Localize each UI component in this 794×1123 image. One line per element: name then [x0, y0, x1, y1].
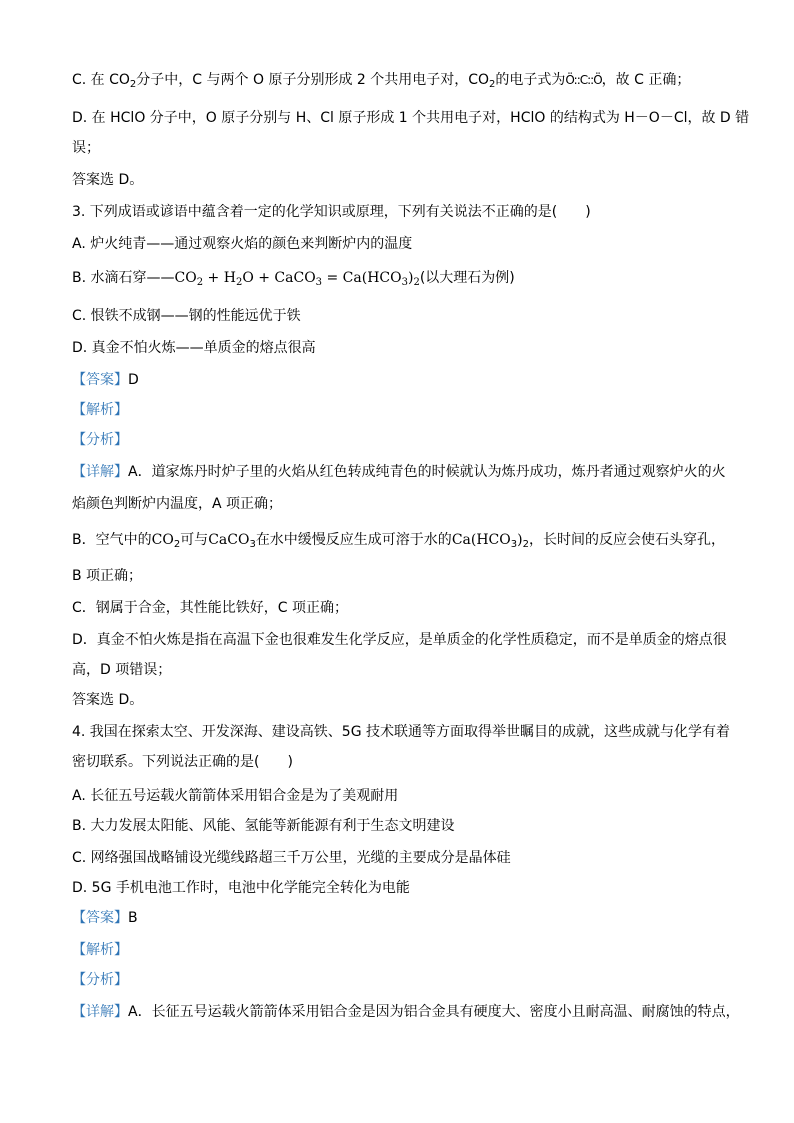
- question-3-detail-d2: 高，D 项错误；: [72, 662, 172, 678]
- subscript: 2: [489, 79, 496, 90]
- answer-line: 答案选 D。: [72, 172, 144, 188]
- text: CO: [174, 270, 197, 286]
- subscript: 3: [315, 277, 323, 288]
- option-c-explanation: [72, 70, 732, 90]
- answer-value: B: [128, 910, 138, 926]
- equation: [175, 270, 420, 286]
- text: 分子中，C 与两个 O 原子分别形成 2 个共用电子对，CO: [136, 72, 490, 88]
- formula: Ca(HCO: [451, 532, 511, 548]
- question-4-detail-a: [72, 1002, 740, 1022]
- question-3-detail-b1: [72, 530, 732, 550]
- detail-label: 【详解】: [72, 1004, 128, 1020]
- question-4-option-d: D. 5G 手机电池工作时，电池中化学能完全转化为电能: [72, 880, 410, 896]
- subscript: 3: [249, 539, 256, 550]
- text: 的电子式为: [495, 72, 566, 88]
- question-3-option-a: A. 炉火纯青——通过观察火焰的颜色来判断炉内的温度: [72, 236, 413, 252]
- question-4-fenxi-label: 【分析】: [72, 972, 128, 988]
- text: = Ca(HCO: [322, 270, 402, 286]
- question-4-option-a: A. 长征五号运载火箭箭体采用铝合金是为了美观耐用: [72, 788, 399, 804]
- text: C. 在 CO: [72, 72, 130, 88]
- text: 在水中缓慢反应生成可溶于水的: [255, 532, 452, 548]
- detail-label: 【详解】: [72, 464, 128, 480]
- question-3-detail-b2: B 项正确；: [72, 568, 143, 584]
- question-3-answer-line: 答案选 D。: [72, 692, 144, 708]
- subscript: 2: [196, 277, 204, 288]
- formula: CO: [151, 532, 174, 548]
- text: ，长时间的反应会使石头穿孔，: [528, 532, 725, 548]
- subscript: 2: [129, 79, 137, 90]
- text: ): [407, 270, 414, 286]
- subscript: 2: [173, 539, 181, 550]
- question-3-option-d: D. 真金不怕火炼——单质金的熔点很高: [72, 340, 316, 356]
- formula: CaCO: [208, 532, 250, 548]
- question-4-stem-line1: 4. 我国在探索太空、开发深海、建设高铁、5G 技术联通等方面取得举世瞩目的成就，这些成就与化学有着: [72, 724, 731, 740]
- formula: ): [517, 532, 523, 548]
- text: A．道家炼丹时炉子里的火焰从红色转成纯青色的时候就认为炼丹成功，炼丹者通过观察炉火的火: [128, 464, 726, 480]
- question-3-fenxi-label: 【分析】: [72, 432, 128, 448]
- question-4-option-c: C. 网络强国战略铺设光缆线路超三千万公里，光缆的主要成分是晶体硅: [72, 850, 511, 866]
- subscript: 2: [235, 277, 243, 288]
- question-3-option-c: C. 恨铁不成钢——钢的性能远优于铁: [72, 308, 301, 324]
- question-3-option-b: [72, 268, 732, 288]
- text: B. 水滴石穿——: [72, 270, 175, 286]
- text: B．空气中的: [72, 532, 152, 548]
- question-3-detail-a2: 焰颜色判断炉内温度，A 项正确；: [72, 496, 283, 512]
- text: 可与: [180, 532, 209, 548]
- question-4-option-b: B. 大力发展太阳能、风能、氢能等新能源有利于生态文明建设: [72, 818, 455, 834]
- subscript: 3: [510, 539, 518, 550]
- text: (以大理石为例): [419, 270, 515, 286]
- text: + H: [203, 270, 236, 286]
- question-4-answer: [72, 908, 732, 928]
- question-3-detail-a1: [72, 462, 732, 482]
- question-3-detail-d1: D．真金不怕火炼是指在高温下金也很难发生化学反应，是单质金的化学性质稳定，而不是单质金的熔点很: [72, 632, 727, 648]
- lewis-structure: Ö::C::Ö: [565, 73, 602, 87]
- question-4-stem-line2: 密切联系。下列说法正确的是( ): [72, 754, 293, 770]
- option-d-explanation-line2: 误；: [72, 140, 100, 156]
- text: A．长征五号运载火箭箭体采用铝合金是因为铝合金具有硬度大、密度小且耐高温、耐腐蚀的特点，: [128, 1004, 740, 1020]
- subscript: 2: [413, 277, 420, 288]
- text: ，故 C 正确；: [601, 72, 691, 88]
- subscript: 2: [522, 539, 529, 550]
- text: O + CaCO: [242, 270, 316, 286]
- question-3-detail-c: C．钢属于合金，其性能比铁好，C 项正确；: [72, 600, 348, 616]
- answer-label: 【答案】: [72, 372, 128, 388]
- answer-value: D: [128, 372, 139, 388]
- subscript: 3: [401, 277, 408, 288]
- question-3-stem: 3. 下列成语或谚语中蕴含着一定的化学知识或原理，下列有关说法不正确的是( ): [72, 204, 591, 220]
- question-3-answer: [72, 370, 732, 390]
- answer-label: 【答案】: [72, 910, 128, 926]
- option-d-explanation-line1: D. 在 HClO 分子中，O 原子分别与 H、Cl 原子形成 1 个共用电子对，HClO 的结构式为 H－O－Cl，故 D 错: [72, 110, 750, 126]
- question-4-jiexi-label: 【解析】: [72, 942, 128, 958]
- question-3-jiexi-label: 【解析】: [72, 402, 128, 418]
